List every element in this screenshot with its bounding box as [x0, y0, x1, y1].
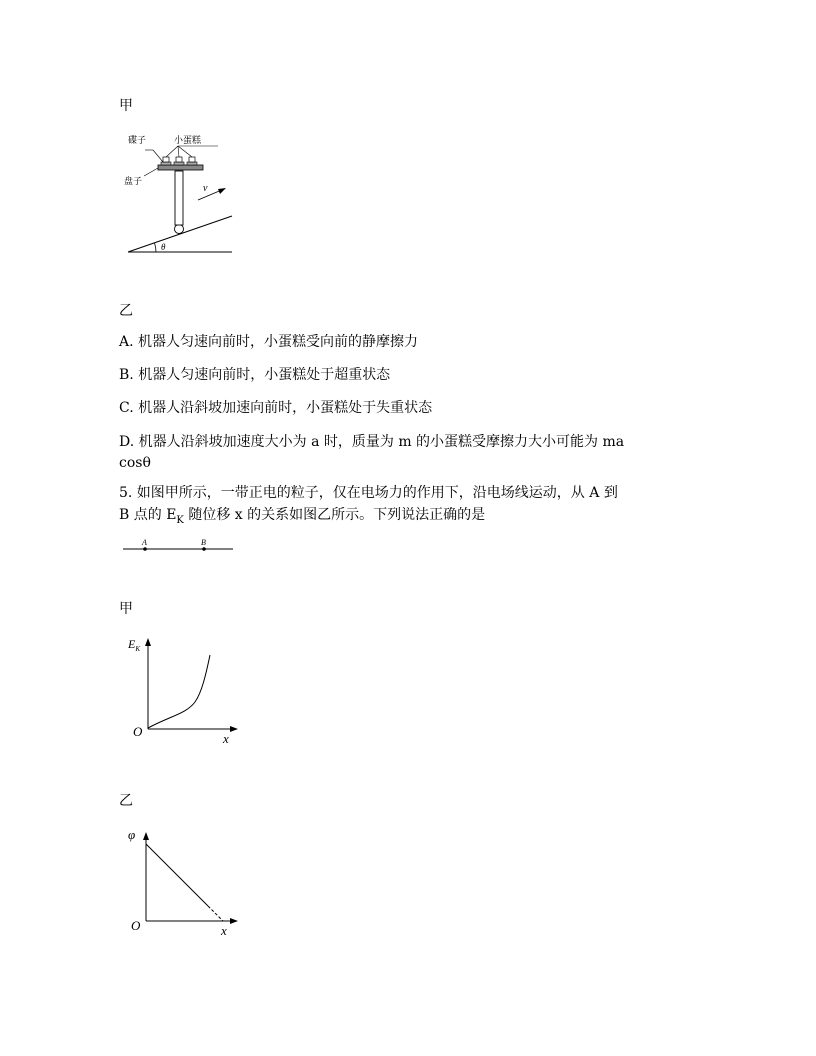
velocity-arrowhead	[218, 188, 226, 194]
cake-middle	[176, 157, 182, 162]
cake-label: 小蛋糕	[174, 136, 202, 146]
plate-label: 碟子	[128, 136, 147, 146]
angle-arc	[155, 243, 157, 252]
phi-x-graph	[120, 824, 240, 940]
question5-line1: 5. 如图甲所示，一带正电的粒子，仅在电场力的作用下，沿电场线运动，从 A 到	[119, 485, 618, 501]
ek-curve	[148, 655, 210, 728]
ek-y-label: $E_K$	[128, 637, 141, 653]
question5-line2-pre: B 点的 E	[119, 507, 177, 523]
robot-tray	[158, 165, 203, 170]
question5-line2-post: 随位移 x 的关系如图乙所示。下列说法正确的是	[183, 507, 486, 523]
robot-pole	[175, 171, 183, 225]
phi-y-arrowhead	[143, 832, 149, 840]
figure2-caption: 甲	[119, 601, 133, 617]
robot-wheel	[175, 225, 184, 234]
cake-left	[163, 157, 169, 162]
phi-x-arrowhead	[230, 918, 238, 924]
field-line-figure	[120, 535, 236, 555]
ek-origin-label: O	[133, 724, 143, 739]
ek-y-arrowhead	[145, 638, 151, 646]
velocity-label: v	[203, 183, 208, 194]
phi-line-solid	[146, 844, 208, 906]
question5-line2	[119, 506, 485, 530]
ek-y-label-sub: K	[135, 645, 141, 653]
option-c: C. 机器人沿斜坡加速向前时，小蛋糕处于失重状态	[119, 400, 433, 416]
option-a: A. 机器人匀速向前时，小蛋糕受向前的静摩擦力	[119, 334, 419, 350]
theta-label: θ	[161, 242, 166, 252]
point-a-label: A	[142, 538, 147, 547]
point-b-label: B	[201, 538, 206, 547]
cake-right	[189, 157, 195, 162]
phi-x-label: x	[221, 923, 227, 938]
option-d-line1: D. 机器人沿斜坡加速度大小为 a 时，质量为 m 的小蛋糕受摩擦力大小可能为 ma	[119, 434, 625, 450]
ek-x-label: x	[223, 731, 229, 746]
point-b	[202, 547, 206, 551]
option-d-line2: cosθ	[119, 455, 151, 471]
figure3-caption: 乙	[119, 793, 133, 809]
robot-slope-figure	[120, 128, 240, 260]
ek-x-arrowhead	[230, 726, 238, 732]
point-a	[143, 547, 147, 551]
plate-middle	[174, 162, 184, 165]
option-b: B. 机器人匀速向前时，小蛋糕处于超重状态	[119, 367, 391, 383]
tray-label: 盘子	[124, 177, 143, 187]
phi-line-dashed	[208, 906, 223, 921]
figure1-caption: 甲	[119, 98, 133, 114]
question5-ek-subscript: K	[176, 514, 184, 526]
plate-left	[161, 162, 171, 165]
phi-origin-label: O	[131, 918, 141, 933]
plate-right	[187, 162, 197, 165]
ek-x-graph	[120, 632, 240, 746]
phi-y-label: φ	[128, 827, 136, 842]
figure1-yi-caption: 乙	[119, 303, 133, 319]
